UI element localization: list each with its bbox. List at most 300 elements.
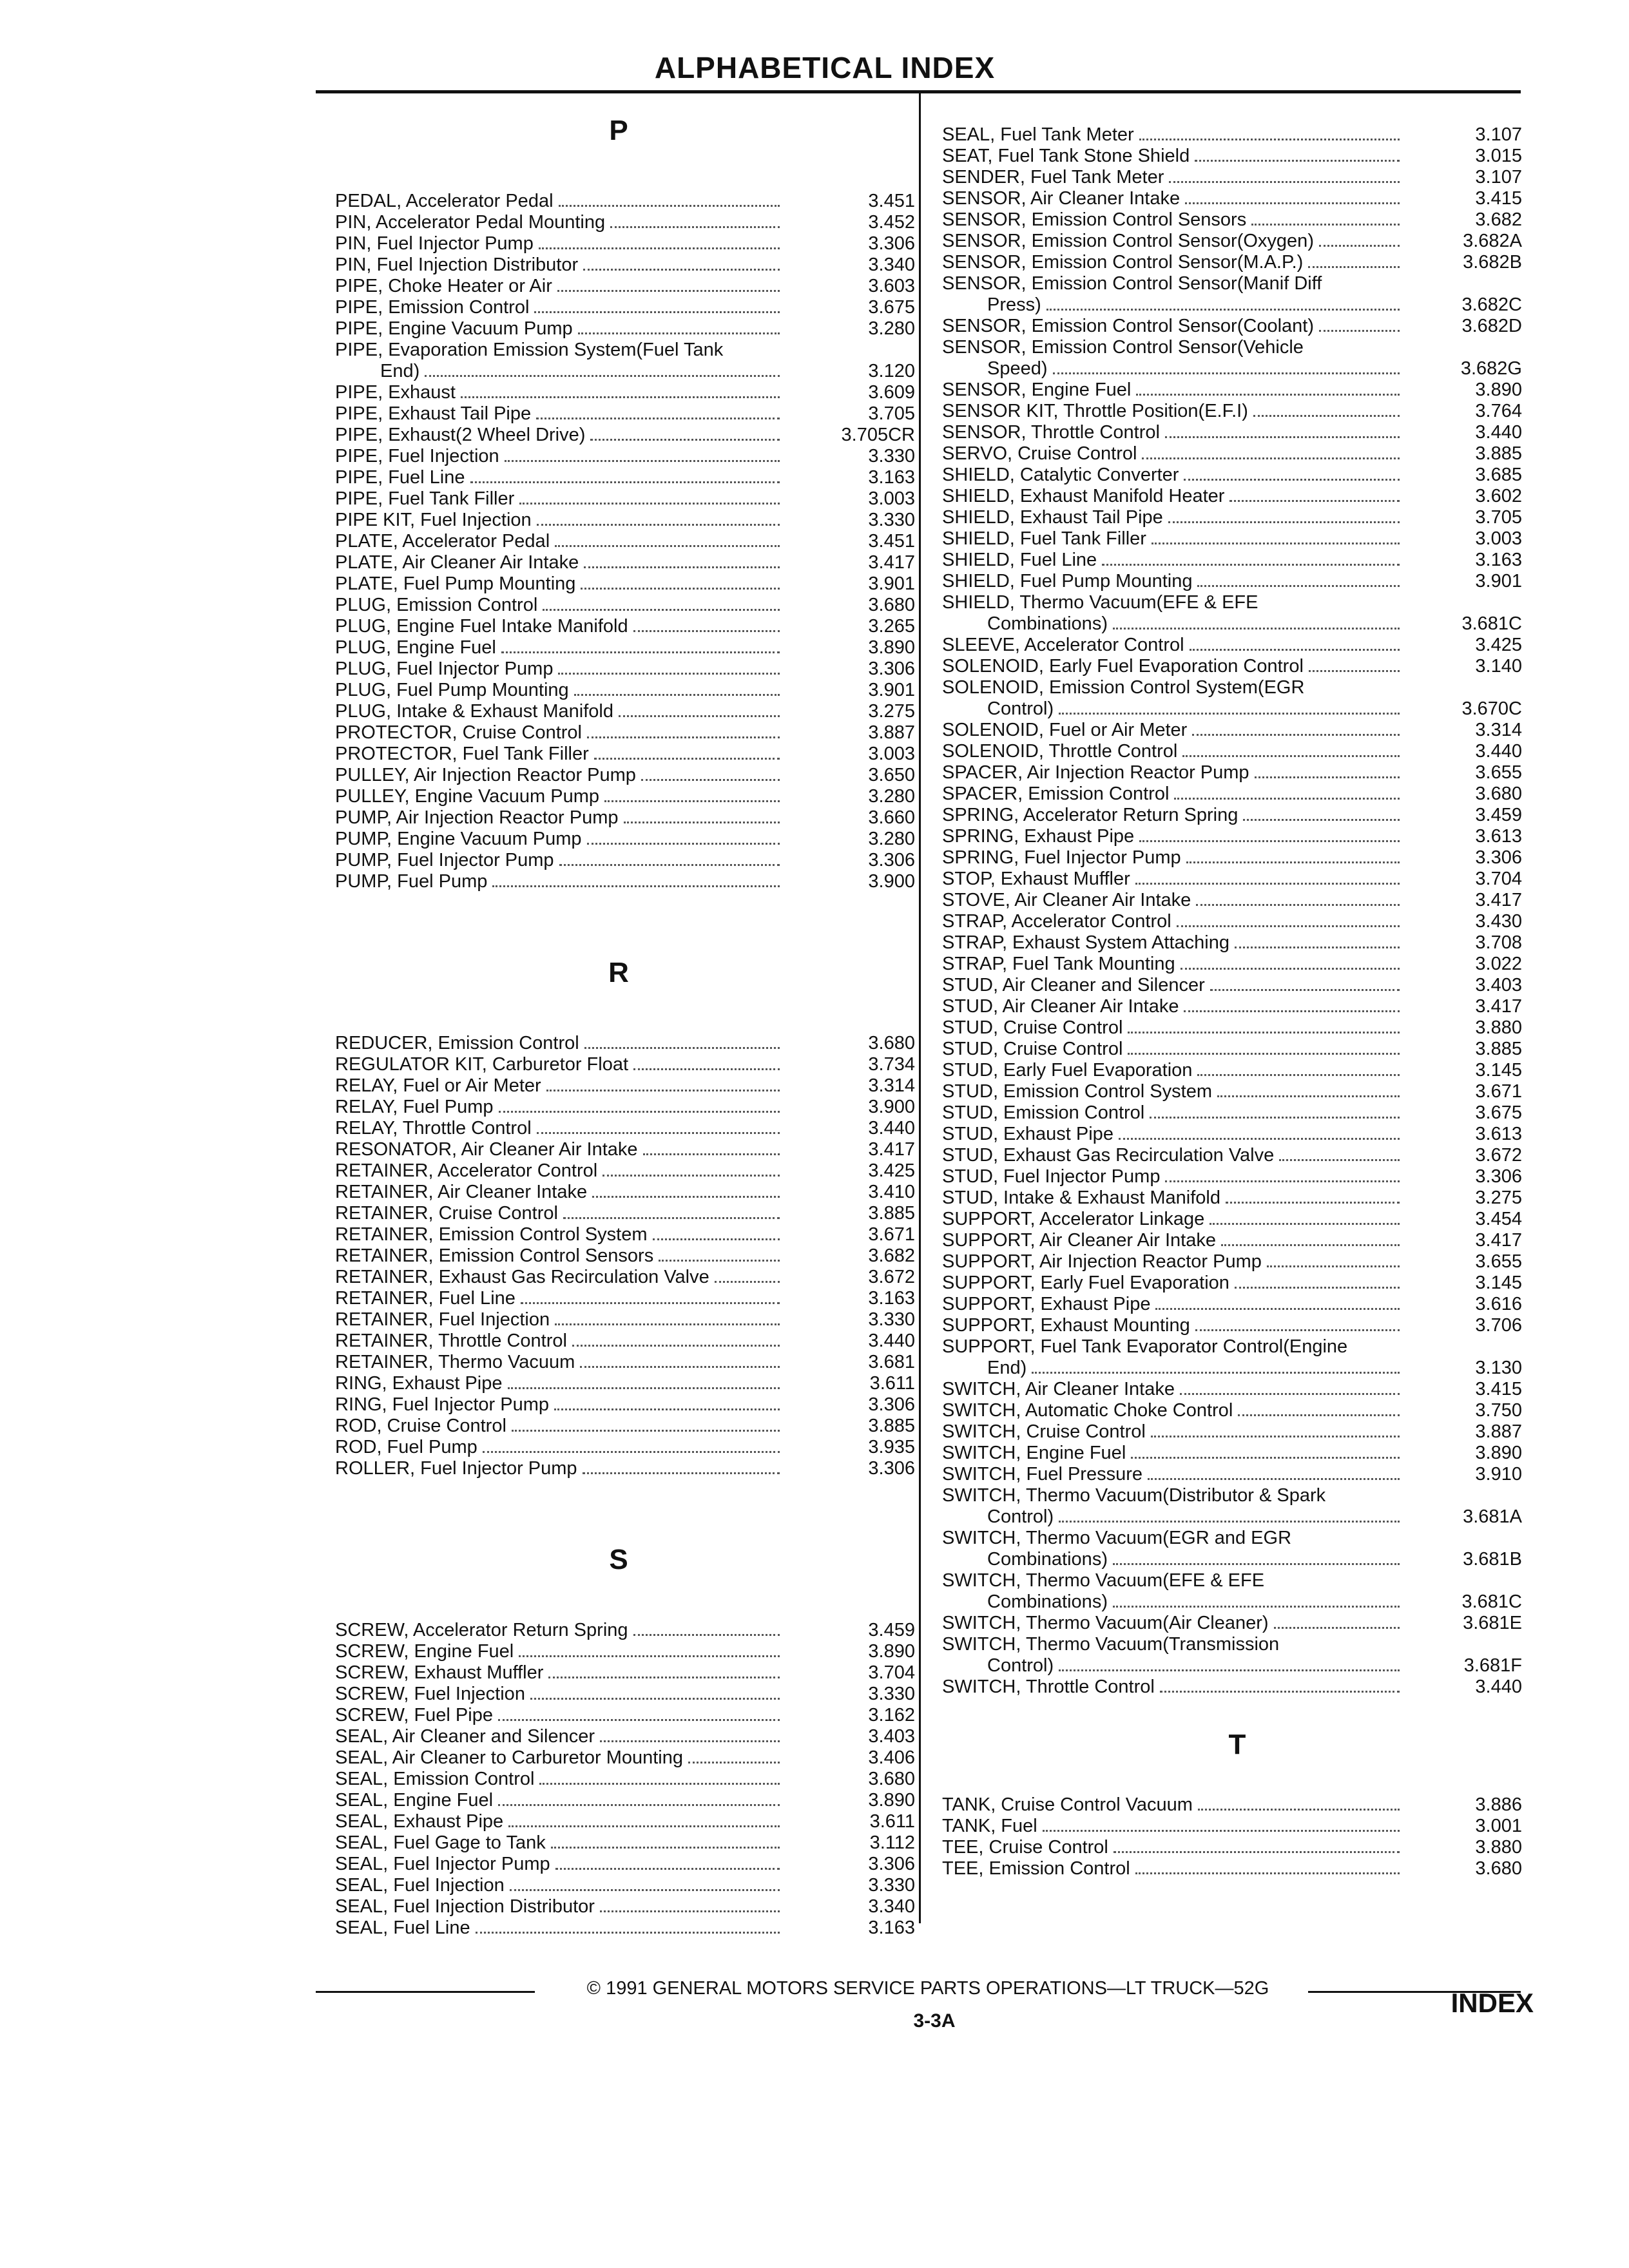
entry-page: 3.415: [1475, 188, 1522, 209]
entry-page: 3.120: [868, 361, 915, 381]
entry-label: SEAT, Fuel Tank Stone Shield: [942, 146, 1190, 166]
index-entry: [335, 510, 915, 531]
entry-page: 3.901: [868, 573, 915, 594]
dot-leader: [498, 1719, 780, 1721]
index-entry: [335, 680, 915, 701]
entry-label: PROTECTOR, Cruise Control: [335, 722, 582, 743]
entry-page: 3.306: [868, 1458, 915, 1479]
entry-page: 3.280: [868, 786, 915, 807]
entry-page: 3.685: [1475, 465, 1522, 485]
index-entry: [942, 146, 1522, 167]
entry-label: PIPE, Emission Control: [335, 297, 530, 318]
entry-label: RELAY, Fuel Pump: [335, 1097, 494, 1117]
index-entry: [942, 1613, 1522, 1634]
entry-label: STUD, Exhaust Gas Recirculation Valve: [942, 1145, 1275, 1166]
dot-leader: [537, 524, 780, 526]
entry-page: 3.314: [1475, 720, 1522, 740]
index-entry: [335, 382, 915, 403]
index-entry: [942, 677, 1522, 698]
entry-page: 3.145: [1475, 1273, 1522, 1293]
dot-leader: [688, 1762, 780, 1763]
entry-page: 3.680: [868, 1033, 915, 1053]
entry-label: STRAP, Fuel Tank Mounting: [942, 954, 1175, 974]
entry-page: 3.107: [1475, 167, 1522, 187]
entry-label: STOVE, Air Cleaner Air Intake: [942, 890, 1191, 910]
entry-page: 3.750: [1475, 1400, 1522, 1421]
dot-leader: [1113, 1851, 1400, 1853]
index-entry-continuation: [942, 1358, 1522, 1379]
dot-leader: [519, 503, 780, 505]
entry-label: SCREW, Fuel Injection: [335, 1684, 525, 1704]
index-entry: [335, 1203, 915, 1224]
entry-label: SEAL, Air Cleaner and Silencer: [335, 1726, 595, 1747]
index-entry: [942, 826, 1522, 847]
entry-label: SHIELD, Exhaust Manifold Heater: [942, 486, 1225, 506]
entry-label: TEE, Cruise Control: [942, 1837, 1108, 1858]
index-entry: [335, 318, 915, 340]
index-entry: [942, 1230, 1522, 1251]
entry-label: PIN, Fuel Injection Distributor: [335, 255, 579, 275]
index-entry: [335, 1033, 915, 1054]
index-entry: [335, 744, 915, 765]
index-entry: [335, 1437, 915, 1458]
index-entry: [335, 425, 915, 446]
entry-label: STOP, Exhaust Muffler: [942, 869, 1130, 889]
entry-page: 3.705CR: [841, 425, 915, 445]
index-entry: [942, 1400, 1522, 1421]
index-entry: [942, 380, 1522, 401]
index-entry: [335, 829, 915, 850]
dot-leader: [539, 247, 780, 249]
dot-leader: [1197, 1074, 1400, 1076]
entry-page: 3.682: [1475, 209, 1522, 230]
index-entry: [942, 1145, 1522, 1166]
dot-leader: [659, 1260, 780, 1262]
entry-label: SWITCH, Cruise Control: [942, 1421, 1146, 1442]
entry-page: 3.306: [868, 658, 915, 679]
dot-leader: [1229, 500, 1400, 502]
dot-leader: [554, 1408, 780, 1410]
entry-page: 3.451: [868, 191, 915, 211]
index-entry: [335, 276, 915, 297]
index-entry: [942, 1039, 1522, 1060]
index-entry: [335, 233, 915, 255]
entry-page: 3.885: [868, 1203, 915, 1224]
index-entry: [942, 1336, 1522, 1358]
dot-leader: [1165, 436, 1400, 438]
entry-page: 3.306: [1475, 847, 1522, 868]
entry-page: 3.602: [1475, 486, 1522, 506]
entry-label: SENSOR, Emission Control Sensor(Coolant): [942, 316, 1314, 336]
index-entry: [335, 1118, 915, 1139]
entry-label: PIPE, Fuel Injection: [335, 446, 499, 466]
index-entry: [335, 1832, 915, 1854]
section-letter: T: [1228, 1729, 1246, 1760]
index-entry: [942, 465, 1522, 486]
entry-label: PIPE KIT, Fuel Injection: [335, 510, 532, 530]
index-entry: [335, 850, 915, 871]
entry-label: PIPE, Engine Vacuum Pump: [335, 318, 573, 339]
index-entry: [942, 847, 1522, 869]
entry-label: TANK, Cruise Control Vacuum: [942, 1794, 1193, 1815]
dot-leader: [1102, 564, 1400, 566]
index-entry: [942, 1816, 1522, 1837]
index-entry: [335, 722, 915, 744]
index-entry: [942, 188, 1522, 209]
index-entry: [335, 1394, 915, 1416]
entry-page: 3.330: [868, 1875, 915, 1896]
index-entry: [335, 1182, 915, 1203]
dot-leader: [498, 1804, 780, 1806]
entry-page: 3.340: [868, 1896, 915, 1917]
dot-leader: [1235, 947, 1400, 948]
entry-label: PLUG, Engine Fuel Intake Manifold: [335, 616, 628, 637]
entry-page: 3.680: [868, 595, 915, 615]
entry-label: PEDAL, Accelerator Pedal: [335, 191, 554, 211]
index-entry: [335, 297, 915, 318]
dot-leader: [1046, 309, 1400, 311]
entry-page: 3.306: [1475, 1166, 1522, 1187]
entry-label: RETAINER, Cruise Control: [335, 1203, 558, 1224]
entry-page: 3.417: [868, 1139, 915, 1160]
entry-label: PUMP, Fuel Injector Pump: [335, 850, 554, 870]
index-entry: [335, 1160, 915, 1182]
dot-leader: [1319, 330, 1400, 332]
entry-page: 3.306: [868, 850, 915, 870]
dot-leader: [555, 1323, 780, 1325]
dot-leader: [1185, 202, 1400, 204]
entry-page: 3.680: [1475, 783, 1522, 804]
dot-leader: [594, 758, 780, 760]
entry-page: 3.890: [868, 1641, 915, 1662]
entry-label: SERVO, Cruise Control: [942, 443, 1137, 464]
entry-label: PULLEY, Air Injection Reactor Pump: [335, 765, 636, 785]
entry-page: 3.430: [1475, 911, 1522, 932]
entry-page: 3.406: [868, 1747, 915, 1768]
entry-label: PLATE, Air Cleaner Air Intake: [335, 552, 579, 573]
entry-label: RETAINER, Fuel Injection: [335, 1309, 550, 1330]
entry-page: 3.340: [868, 255, 915, 275]
entry-page: 3.681C: [1461, 1591, 1522, 1612]
entry-label: SENSOR, Emission Control Sensor(Manif Diff: [942, 273, 1322, 294]
dot-leader: [557, 290, 780, 292]
index-entry: [335, 1811, 915, 1832]
index-entry-continuation: [942, 613, 1522, 635]
entry-page: 3.001: [1475, 1816, 1522, 1836]
entry-page: 3.682D: [1461, 316, 1522, 336]
entry-page: 3.440: [868, 1118, 915, 1139]
index-entry: [942, 124, 1522, 146]
entry-label-continuation: Press): [987, 294, 1041, 315]
index-entry: [942, 231, 1522, 252]
entry-page: 3.452: [868, 212, 915, 233]
index-entry: [335, 1331, 915, 1352]
entry-label: SHIELD, Exhaust Tail Pipe: [942, 507, 1163, 528]
section-letter: R: [608, 957, 629, 988]
index-entry-continuation: [942, 1655, 1522, 1677]
dot-leader: [1142, 457, 1400, 459]
index-entry: [942, 1124, 1522, 1145]
index-entry: [942, 401, 1522, 422]
entry-page: 3.886: [1475, 1794, 1522, 1815]
index-entry: [942, 592, 1522, 613]
dot-leader: [1251, 224, 1400, 226]
footer-rule-left: [316, 1991, 535, 1993]
entry-label-continuation: Speed): [987, 358, 1048, 379]
entry-page: 3.107: [1475, 124, 1522, 145]
entry-page: 3.655: [1475, 762, 1522, 783]
entry-label: RETAINER, Fuel Line: [335, 1288, 516, 1309]
index-entry: [335, 1896, 915, 1917]
index-entry: [335, 1416, 915, 1437]
dot-leader: [555, 545, 780, 547]
dot-leader: [1210, 989, 1400, 991]
dot-leader: [1197, 585, 1400, 587]
entry-page: 3.163: [868, 1917, 915, 1938]
index-entry-continuation: [942, 698, 1522, 720]
entry-label: SHIELD, Fuel Line: [942, 550, 1097, 570]
dot-leader: [1059, 1669, 1400, 1671]
entry-label: SCREW, Fuel Pipe: [335, 1705, 493, 1725]
entry-label: SEAL, Fuel Injector Pump: [335, 1854, 550, 1874]
entry-label: SEAL, Fuel Injection Distributor: [335, 1896, 595, 1917]
dot-leader: [1059, 1521, 1400, 1523]
entry-label: STUD, Exhaust Pipe: [942, 1124, 1113, 1144]
index-entry: [335, 1267, 915, 1288]
index-entry: [335, 1245, 915, 1267]
dot-leader: [610, 226, 780, 228]
entry-label: SCREW, Accelerator Return Spring: [335, 1620, 628, 1640]
entry-page: 3.440: [1475, 1677, 1522, 1697]
index-entry: [942, 890, 1522, 911]
index-entry-continuation: [942, 1591, 1522, 1613]
index-entry: [942, 996, 1522, 1017]
entry-label: SUPPORT, Fuel Tank Evaporator Control(Engine: [942, 1336, 1348, 1357]
entry-page: 3.708: [1475, 932, 1522, 953]
entry-label: RETAINER, Accelerator Control: [335, 1160, 598, 1181]
entry-label: SEAL, Fuel Line: [335, 1917, 470, 1938]
entry-label: TEE, Emission Control: [942, 1858, 1130, 1879]
dot-leader: [1309, 670, 1400, 672]
entry-label: SWITCH, Thermo Vacuum(EGR and EGR: [942, 1528, 1292, 1548]
dot-leader: [546, 1090, 780, 1091]
entry-page: 3.670C: [1461, 698, 1522, 719]
index-entry: [335, 658, 915, 680]
entry-page: 3.425: [868, 1160, 915, 1181]
entry-page: 3.022: [1475, 954, 1522, 974]
entry-label: RESONATOR, Air Cleaner Air Intake: [335, 1139, 638, 1160]
entry-label: PIN, Accelerator Pedal Mounting: [335, 212, 606, 233]
entry-page: 3.704: [1475, 869, 1522, 889]
dot-leader: [1267, 1265, 1400, 1267]
dot-leader: [470, 481, 780, 483]
entry-label: SWITCH, Air Cleaner Intake: [942, 1379, 1175, 1399]
entry-page: 3.880: [1475, 1837, 1522, 1858]
dot-leader: [653, 1238, 780, 1240]
index-entry: [335, 1684, 915, 1705]
index-entry: [335, 1097, 915, 1118]
entry-page: 3.675: [1475, 1102, 1522, 1123]
index-entry: [942, 167, 1522, 188]
entry-label: PULLEY, Engine Vacuum Pump: [335, 786, 600, 807]
entry-page: 3.675: [868, 297, 915, 318]
index-entry: [942, 1677, 1522, 1698]
index-entry: [942, 422, 1522, 443]
entry-page: 3.003: [868, 744, 915, 764]
entry-label: SPRING, Exhaust Pipe: [942, 826, 1135, 847]
index-entry: [942, 635, 1522, 656]
entry-label: ROD, Cruise Control: [335, 1416, 506, 1436]
dot-leader: [1192, 734, 1400, 736]
index-entry: [335, 1620, 915, 1641]
index-entry: [942, 1794, 1522, 1816]
entry-label: SENSOR, Emission Control Sensor(Vehicle: [942, 337, 1304, 358]
entry-page: 3.655: [1475, 1251, 1522, 1272]
index-entry: [942, 911, 1522, 932]
entry-page: 3.451: [868, 531, 915, 552]
entry-label: REDUCER, Emission Control: [335, 1033, 579, 1053]
dot-leader: [1180, 1393, 1400, 1395]
entry-label: STRAP, Accelerator Control: [942, 911, 1171, 932]
index-entry: [335, 786, 915, 807]
entry-page: 3.650: [868, 765, 915, 785]
index-entry: [942, 528, 1522, 550]
entry-page: 3.275: [868, 701, 915, 722]
entry-page: 3.734: [868, 1054, 915, 1075]
dot-leader: [1135, 1872, 1400, 1874]
entry-label: STRAP, Exhaust System Attaching: [942, 932, 1229, 953]
entry-label: SUPPORT, Early Fuel Evaporation: [942, 1273, 1229, 1293]
entry-page: 3.280: [868, 318, 915, 339]
entry-page: 3.417: [1475, 996, 1522, 1017]
dot-leader: [461, 396, 780, 398]
dot-leader: [512, 1430, 780, 1432]
entry-label: SENDER, Fuel Tank Meter: [942, 167, 1164, 187]
entry-label: RETAINER, Thermo Vacuum: [335, 1352, 575, 1372]
dot-leader: [592, 1196, 780, 1198]
dot-leader: [559, 205, 780, 207]
dot-leader: [583, 269, 780, 271]
header-rule: [316, 90, 1521, 93]
dot-leader: [476, 1932, 780, 1934]
entry-page: 3.611: [869, 1373, 915, 1394]
dot-leader: [559, 864, 780, 866]
entry-page: 3.681F: [1463, 1655, 1522, 1676]
dot-leader: [1190, 649, 1400, 651]
entry-label: RETAINER, Exhaust Gas Recirculation Valve: [335, 1267, 709, 1287]
dot-leader: [1184, 1010, 1400, 1012]
dot-leader: [1255, 776, 1400, 778]
entry-page: 3.609: [868, 382, 915, 403]
dot-leader: [1182, 755, 1400, 757]
entry-label-continuation: End): [987, 1358, 1027, 1378]
entry-page: 3.672: [868, 1267, 915, 1287]
entry-page: 3.681C: [1461, 613, 1522, 634]
entry-page: 3.885: [1475, 1039, 1522, 1059]
index-entry: [335, 403, 915, 425]
index-entry: [335, 1662, 915, 1684]
dot-leader: [1274, 1627, 1400, 1629]
dot-leader: [1195, 1329, 1400, 1331]
entry-page: 3.682G: [1460, 358, 1522, 379]
dot-leader: [1032, 1372, 1400, 1374]
entry-label: TANK, Fuel: [942, 1816, 1037, 1836]
entry-page: 3.704: [868, 1662, 915, 1683]
entry-label: SUPPORT, Air Cleaner Air Intake: [942, 1230, 1216, 1251]
index-entry: [942, 1858, 1522, 1879]
dot-leader: [534, 311, 780, 313]
dot-leader: [1053, 372, 1400, 374]
dot-leader: [587, 843, 780, 845]
dot-leader: [574, 694, 780, 696]
dot-leader: [604, 800, 780, 802]
entry-page: 3.681A: [1463, 1506, 1522, 1527]
entry-label: SENSOR, Emission Control Sensors: [942, 209, 1247, 230]
footer-copyright: © 1991 GENERAL MOTORS SERVICE PARTS OPERATIONS—LT TRUCK—52G: [586, 1978, 1269, 1999]
entry-page: 3.681E: [1463, 1613, 1522, 1633]
entry-page: 3.130: [1475, 1358, 1522, 1378]
entry-page: 3.306: [868, 1854, 915, 1874]
entry-page: 3.112: [869, 1832, 915, 1853]
index-entry: [942, 954, 1522, 975]
entry-label: SWITCH, Thermo Vacuum(Air Cleaner): [942, 1613, 1269, 1633]
dot-leader: [543, 609, 780, 611]
entry-label: PIPE, Exhaust Tail Pipe: [335, 403, 532, 424]
index-entry: [942, 1102, 1522, 1124]
entry-label: SUPPORT, Exhaust Pipe: [942, 1294, 1151, 1314]
index-entry: [942, 1294, 1522, 1315]
index-entry: [335, 1352, 915, 1373]
entry-label: STUD, Intake & Exhaust Manifold: [942, 1187, 1220, 1208]
entry-page: 3.163: [868, 467, 915, 488]
index-entry: [942, 209, 1522, 231]
dot-leader: [1128, 1053, 1400, 1055]
entry-label: RING, Fuel Injector Pump: [335, 1394, 549, 1415]
index-entry: [942, 1209, 1522, 1230]
entry-page: 3.440: [1475, 741, 1522, 762]
index-entry: [942, 1443, 1522, 1464]
entry-page: 3.682: [868, 1245, 915, 1266]
entry-page: 3.887: [868, 722, 915, 743]
dot-leader: [508, 1387, 780, 1389]
entry-page: 3.616: [1475, 1294, 1522, 1314]
entry-page: 3.682C: [1461, 294, 1522, 315]
entry-page: 3.935: [868, 1437, 915, 1457]
index-entry: [942, 337, 1522, 358]
index-entry: [335, 1790, 915, 1811]
index-entry: [335, 531, 915, 552]
entry-page: 3.887: [1475, 1421, 1522, 1442]
entry-label: SPACER, Air Injection Reactor Pump: [942, 762, 1249, 783]
entry-page: 3.330: [868, 1684, 915, 1704]
dot-leader: [1043, 1830, 1400, 1832]
entry-label: PLATE, Fuel Pump Mounting: [335, 573, 576, 594]
dot-leader: [519, 1655, 780, 1657]
dot-leader: [590, 439, 780, 441]
entry-page: 3.015: [1475, 146, 1522, 166]
dot-leader: [1319, 245, 1400, 247]
dot-leader: [536, 418, 780, 419]
dot-leader: [1279, 1159, 1400, 1161]
entry-page: 3.671: [868, 1224, 915, 1245]
entry-page: 3.454: [1475, 1209, 1522, 1229]
index-entry: [335, 573, 915, 595]
dot-leader: [1139, 139, 1400, 140]
entry-page: 3.705: [868, 403, 915, 424]
entry-page: 3.275: [1475, 1187, 1522, 1208]
dot-leader: [1151, 1436, 1400, 1437]
index-entry: [942, 443, 1522, 465]
